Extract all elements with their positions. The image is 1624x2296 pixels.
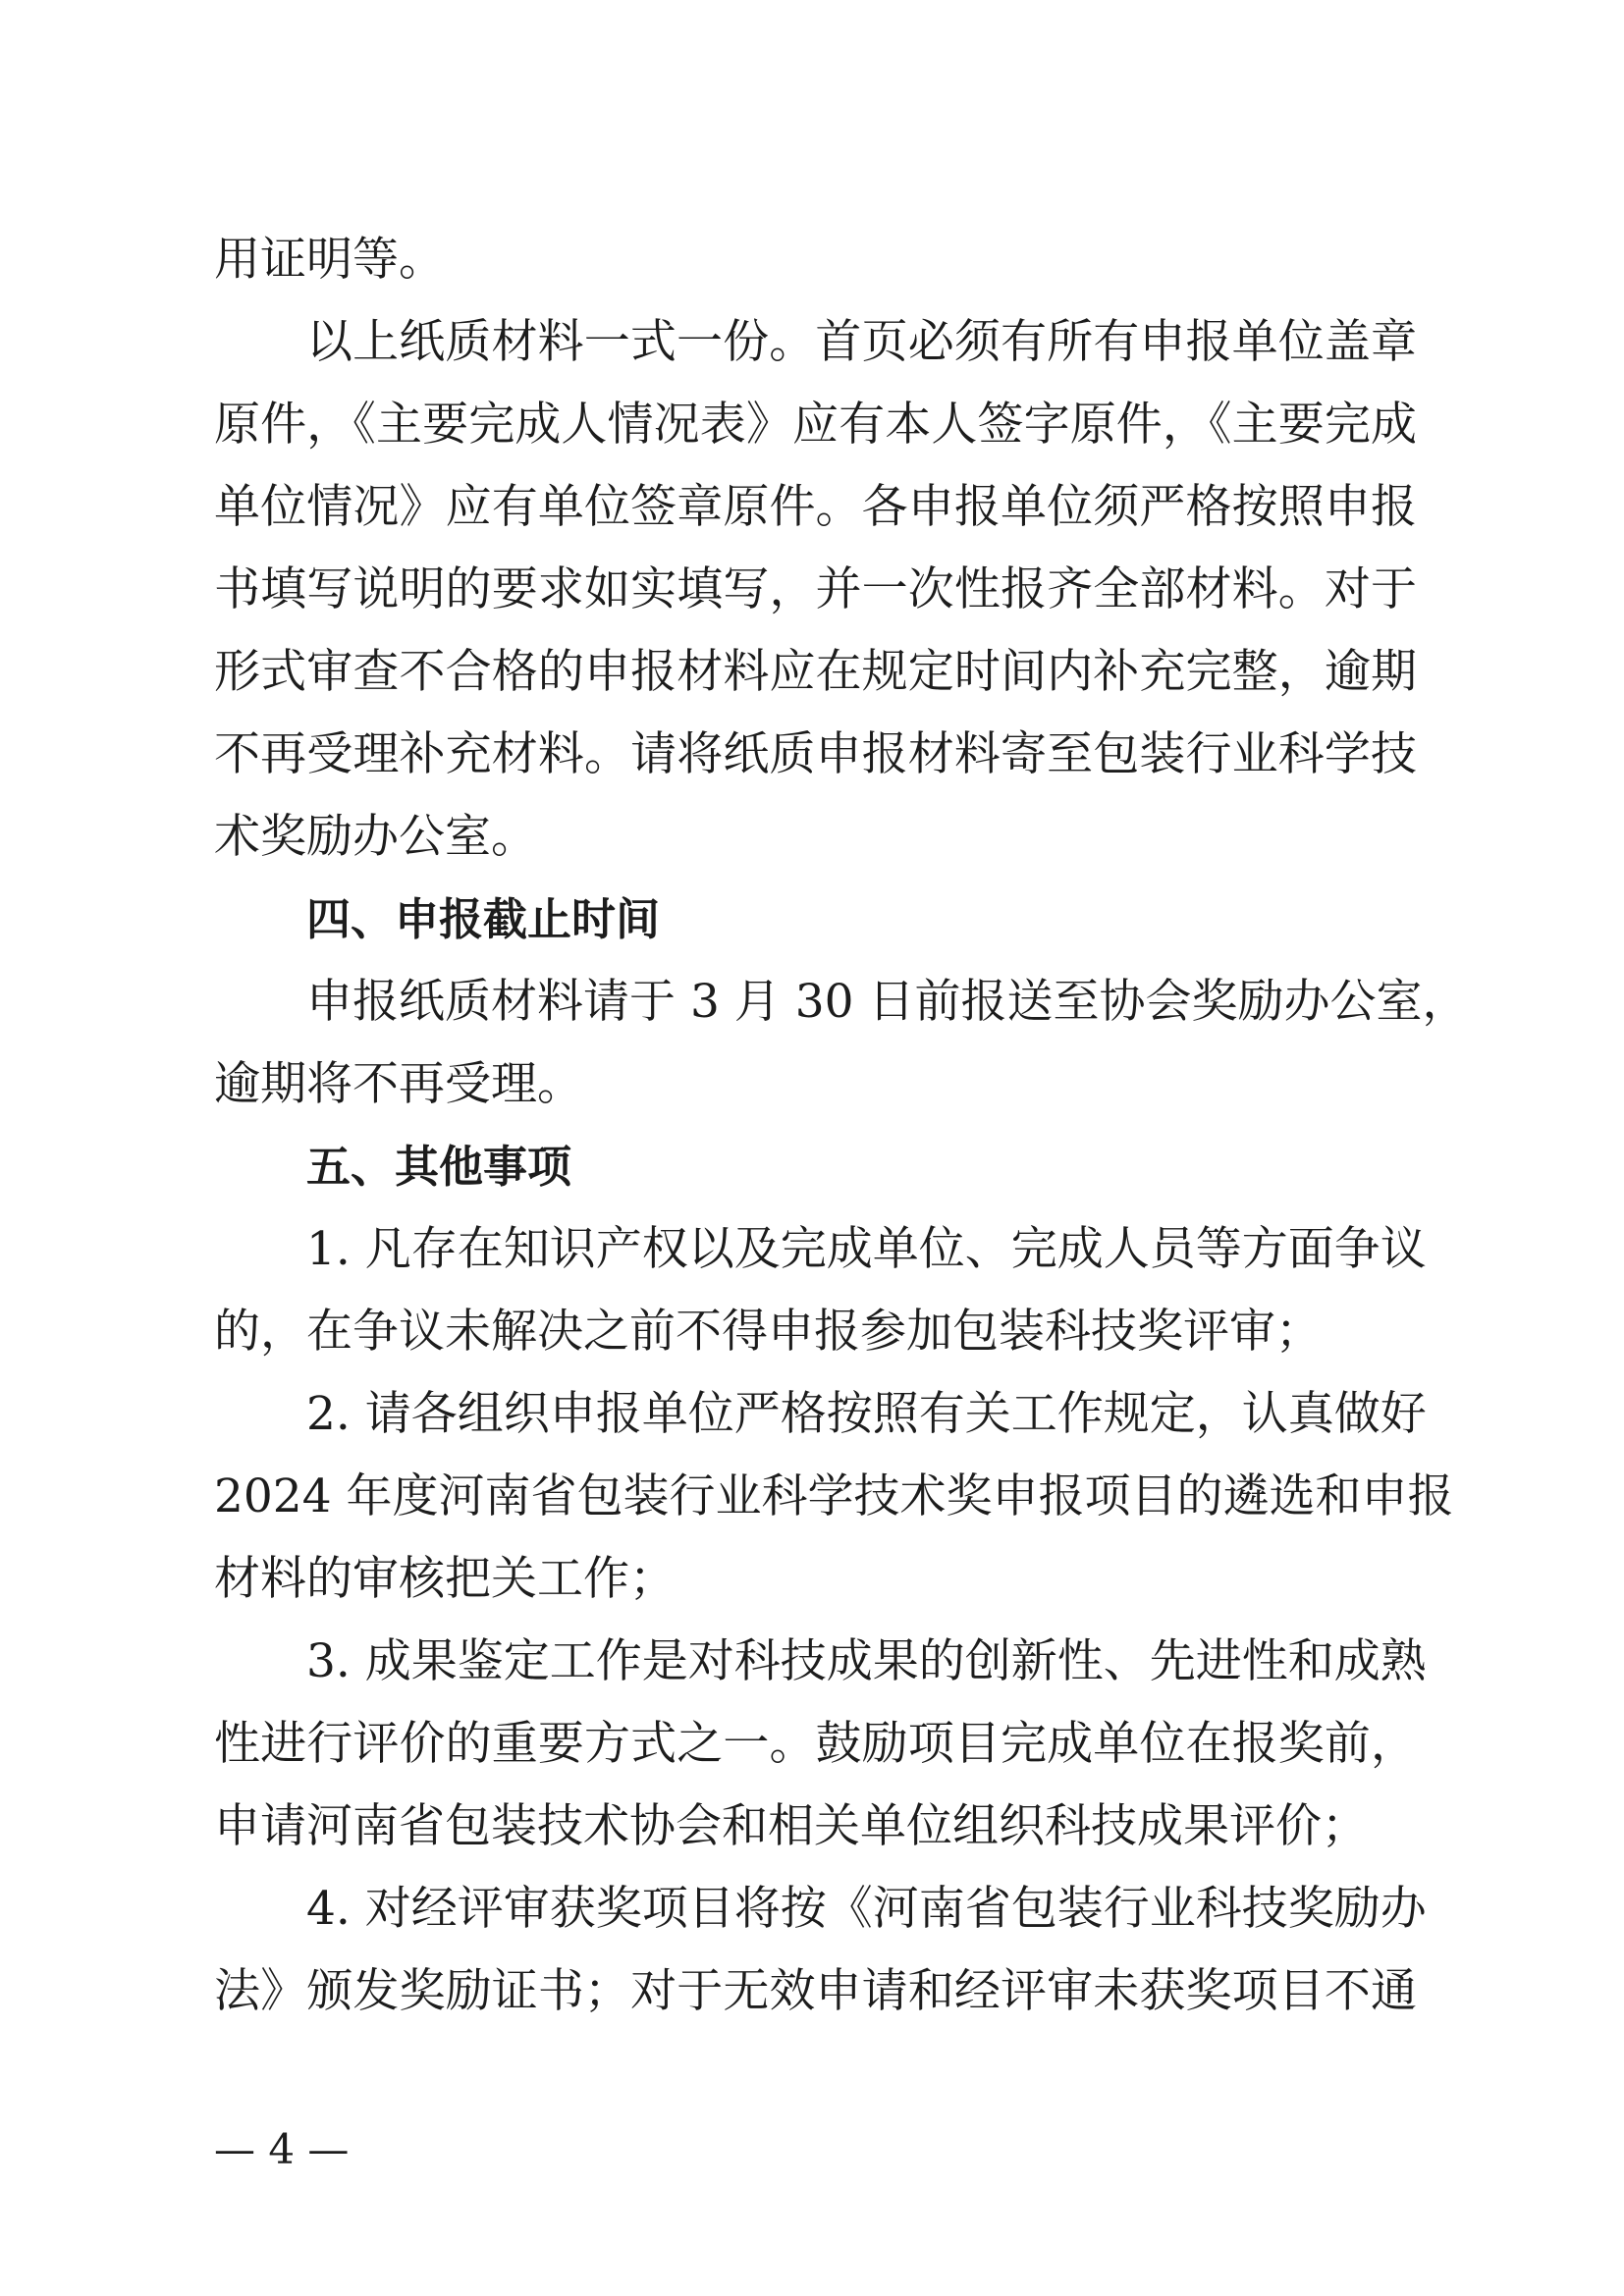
text-line: 原件，《主要完成人情况表》应有本人签字原件，《主要完成 [214,398,1417,452]
text-line: 书填写说明的要求如实填写，并一次性报齐全部材料。对于 [214,562,1417,616]
section-heading: 五、其他事项 [306,1141,572,1193]
section-heading: 四、申报截止时间 [306,893,661,945]
text-line: 形式审查不合格的申报材料应在规定时间内补充完整，逾期 [214,645,1417,699]
text-line: 术奖励办公室。 [214,810,537,864]
page-number: — 4 — [214,2125,350,2173]
text-line: 2024 年度河南省包装行业科学技术奖申报项目的遴选和申报 [214,1469,1454,1523]
text-line: 1. 凡存在知识产权以及完成单位、完成人员等方面争议 [306,1222,1427,1276]
text-line: 不再受理补充材料。请将纸质申报材料寄至包装行业科学技 [214,727,1417,781]
text-line: 的，在争议未解决之前不得申报参加包装科技奖评审； [214,1305,1322,1359]
text-line: 材料的审核把关工作； [214,1552,676,1606]
text-line: 用证明等。 [214,233,445,287]
body-text [214,219,1469,2033]
text-line: 申报纸质材料请于 3 月 30 日前报送至协会奖励办公室， [306,975,1469,1029]
text-line: 申请河南省包装技术协会和相关单位组织科技成果评价； [214,1799,1368,1853]
text-line: 4. 对经评审获奖项目将按《河南省包装行业科技奖励办 [306,1882,1427,1936]
text-line: 逾期将不再受理。 [214,1057,583,1111]
text-line: 2. 请各组织申报单位严格按照有关工作规定，认真做好 [306,1387,1427,1441]
text-line: 以上纸质材料一式一份。首页必须有所有申报单位盖章 [306,315,1417,369]
text-line: 3. 成果鉴定工作是对科技成果的创新性、先进性和成熟 [306,1634,1427,1688]
text-line: 单位情况》应有单位签章原件。各申报单位须严格按照申报 [214,480,1417,534]
text-line: 性进行评价的重要方式之一。鼓励项目完成单位在报奖前， [214,1717,1417,1771]
text-line: 法》颁发奖励证书；对于无效申请和经评审未获奖项目不通 [214,1964,1417,2018]
